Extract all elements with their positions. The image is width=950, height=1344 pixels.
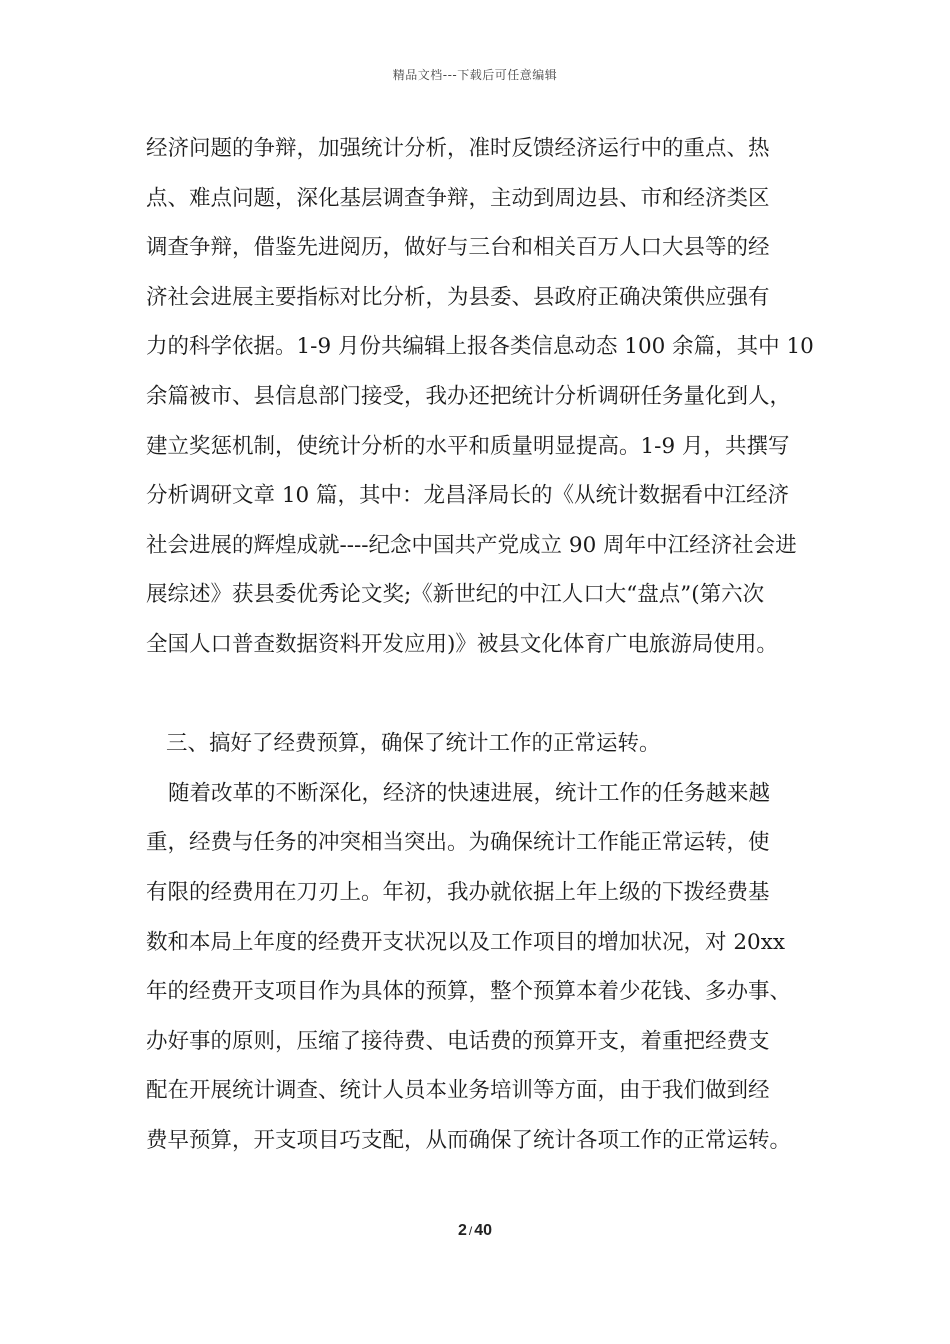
text-line: 有限的经费用在刀刃上。年初，我办就依据上年上级的下拨经费基 bbox=[146, 879, 770, 905]
text-line: 随着改革的不断深化，经济的快速进展，统计工作的任务越来越 bbox=[168, 780, 771, 806]
document-body bbox=[146, 124, 812, 1165]
section-3 bbox=[146, 719, 812, 1165]
text-line: 调查争辩，借鉴先进阅历，做好与三台和相关百万人口大县等的经 bbox=[146, 235, 770, 261]
page-header: 精品文档---下载后可任意编辑 bbox=[392, 68, 558, 82]
text-line: 展综述》获县委优秀论文奖;《新世纪的中江人口大“盘点”(第六次 bbox=[146, 582, 765, 608]
text-line: 济社会进展主要指标对比分析，为县委、县政府正确决策供应强有 bbox=[146, 284, 770, 310]
text-line: 全国人口普查数据资料开发应用)》被县文化体育广电旅游局使用。 bbox=[146, 631, 778, 657]
text-line: 经济问题的争辩，加强统计分析，准时反馈经济运行中的重点、热 bbox=[146, 136, 770, 161]
text-line: 重，经费与任务的冲突相当突出。为确保统计工作能正常运转，使 bbox=[146, 830, 770, 856]
text-line: 余篇被市、县信息部门接受，我办还把统计分析调研任务量化到人， bbox=[146, 383, 792, 409]
text-line: 配在开展统计调查、统计人员本业务培训等方面，由于我们做到经 bbox=[146, 1078, 770, 1104]
text-line: 点、难点问题，深化基层调查争辩，主动到周边县、市和经济类区 bbox=[146, 185, 770, 211]
text-line: 数和本局上年度的经费开支状况以及工作项目的增加状况，对 20xx bbox=[146, 929, 785, 955]
current-page: 2 bbox=[457, 1222, 467, 1239]
page-number bbox=[0, 1222, 950, 1240]
paragraph-1 bbox=[146, 124, 812, 670]
total-pages: 40 bbox=[474, 1222, 493, 1239]
section-heading: 三、搞好了经费预算，确保了统计工作的正常运转。 bbox=[166, 731, 661, 757]
text-line: 费早预算，开支项目巧支配，从而确保了统计各项工作的正常运转。 bbox=[146, 1127, 792, 1153]
text-line: 社会进展的辉煌成就----纪念中国共产党成立 90 周年中江经济社会进 bbox=[146, 532, 797, 558]
paragraph-spacer bbox=[146, 670, 812, 720]
page-separator: / bbox=[468, 1224, 473, 1238]
text-line: 建立奖惩机制，使统计分析的水平和质量明显提高。1-9 月，共撰写 bbox=[146, 433, 790, 459]
text-line: 办好事的原则，压缩了接待费、电话费的预算开支，着重把经费支 bbox=[146, 1028, 770, 1054]
text-line: 年的经费开支项目作为具体的预算，整个预算本着少花钱、多办事、 bbox=[146, 979, 792, 1005]
text-line: 力的科学依据。1-9 月份共编辑上报各类信息动态 100 余篇，其中 10 bbox=[146, 334, 814, 360]
text-line: 分析调研文章 10 篇，其中：龙昌泽局长的《从统计数据看中江经济 bbox=[146, 483, 790, 509]
